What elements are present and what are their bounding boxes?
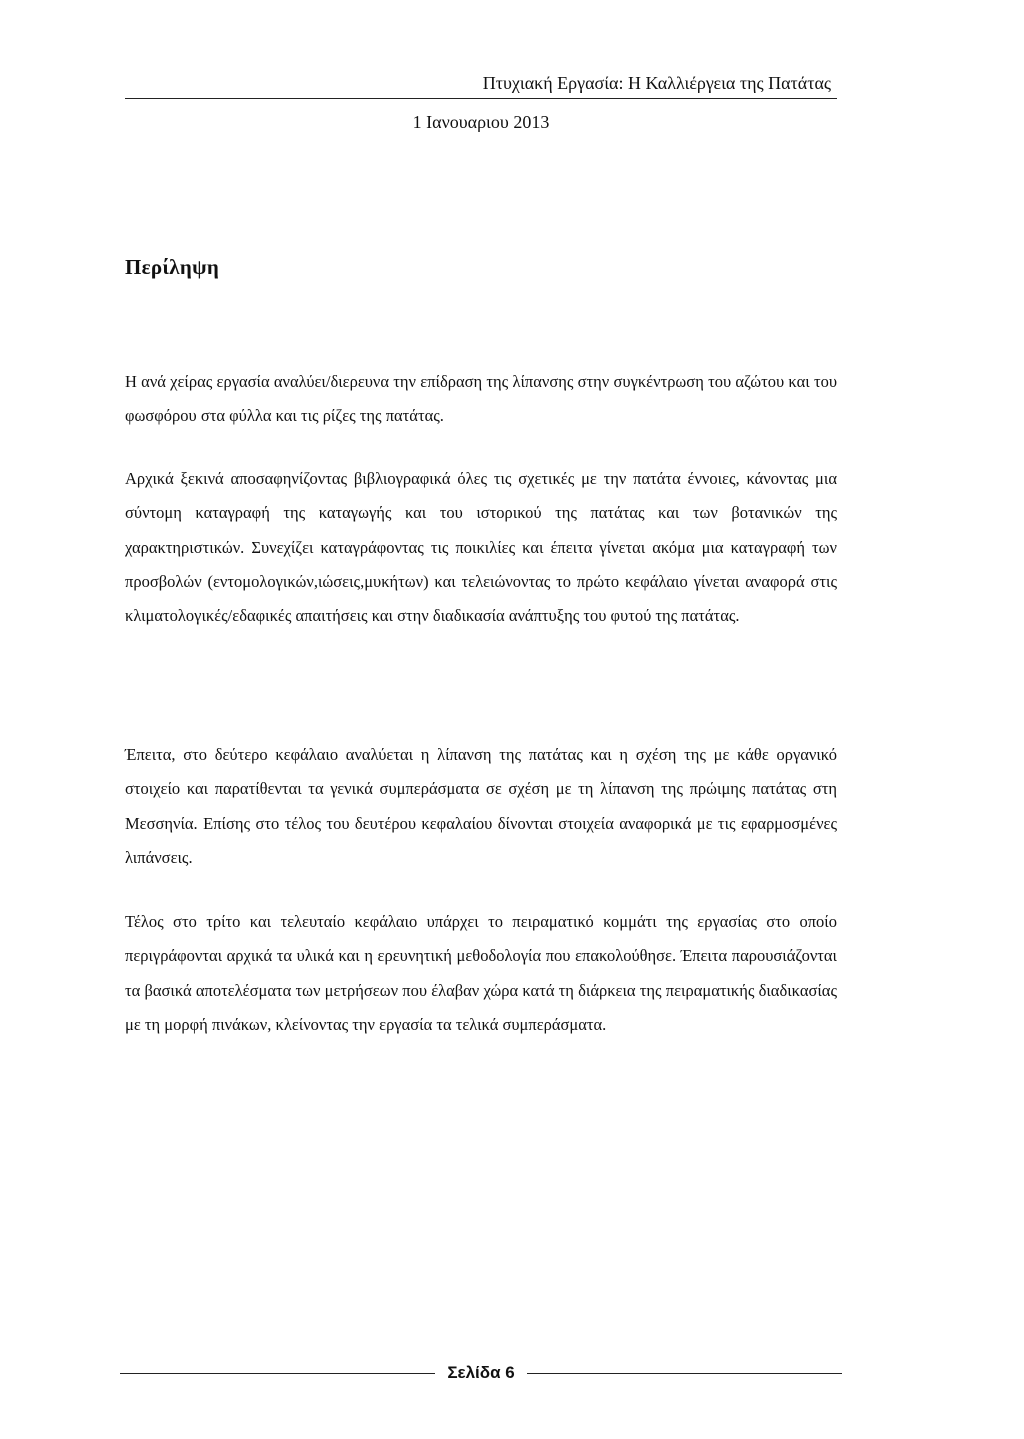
page-footer [120, 1363, 842, 1383]
footer-divider-left [120, 1373, 435, 1374]
paragraph-3: Έπειτα, στο δεύτερο κεφάλαιο αναλύεται η λίπανση της πατάτας και η σχέση της με κάθε οργανικό στοιχείο και παρατίθενται τα γενικά συμπεράσματα σε σχέση με τη λίπανση της πρώιμης πατάτας στη Μεσσηνία. Επίσης στο τέλος του δευτέρου κεφαλαίου δίνονται στοιχεία αναφορικά με τις εφαρμοσμένες λιπάνσεις. [125, 745, 837, 867]
header-divider [125, 98, 837, 99]
page-number: Σελίδα 6 [447, 1363, 515, 1382]
header-date: 1 Ιανουαριου 2013 [412, 112, 550, 132]
paragraph-4: Τέλος στο τρίτο και τελευταίο κεφάλαιο υπάρχει το πειραματικό κομμάτι της εργασίας στο οποίο περιγράφονται αρχικά τα υλικά και η ερευνητική μεθοδολογία που επακολούθησε. Έπειτα παρουσιάζονται τα βασικά αποτελέσματα των μετρήσεων που έλαβαν χώρα κατά τη διάρκεια της πειραματικής διαδικασίας με τη μορφή πινάκων, κλείνοντας την εργασία τα τελικά συμπεράσματα. [125, 912, 837, 1034]
header-title: Πτυχιακή Εργασία: Η Καλλιέργεια της Πατάτας [482, 73, 831, 93]
paragraph-2: Αρχικά ξεκινά αποσαφηνίζοντας βιβλιογραφικά όλες τις σχετικές με την πατάτα έννοιες, κάνοντας μια σύντομη καταγραφή της καταγωγής και του ιστορικού της πατάτας και των βοτανικών της χαρακτηριστικών. Συνεχίζει καταγράφοντας τις ποικιλίες και έπειτα γίνεται ακόμα μια καταγραφή των προσβολών (εντομολογικών,ιώσεις,μυκήτων) και τελειώνοντας το πρώτο κεφάλαιο γίνεται αναφορά στις κλιματολογικές/εδαφικές απαιτήσεις και στην διαδικασία ανάπτυξης του φυτού της πατάτας. [125, 469, 837, 626]
page-header [125, 70, 837, 133]
section-title: Περίληψη [125, 255, 220, 279]
paragraph-1: Η ανά χείρας εργασία αναλύει/διερευνα την επίδραση της λίπανσης στην συγκέντρωση του αζώτου και του φωσφόρου στα φύλλα και τις ρίζες της πατάτας. [125, 372, 837, 426]
footer-divider-right [527, 1373, 842, 1374]
